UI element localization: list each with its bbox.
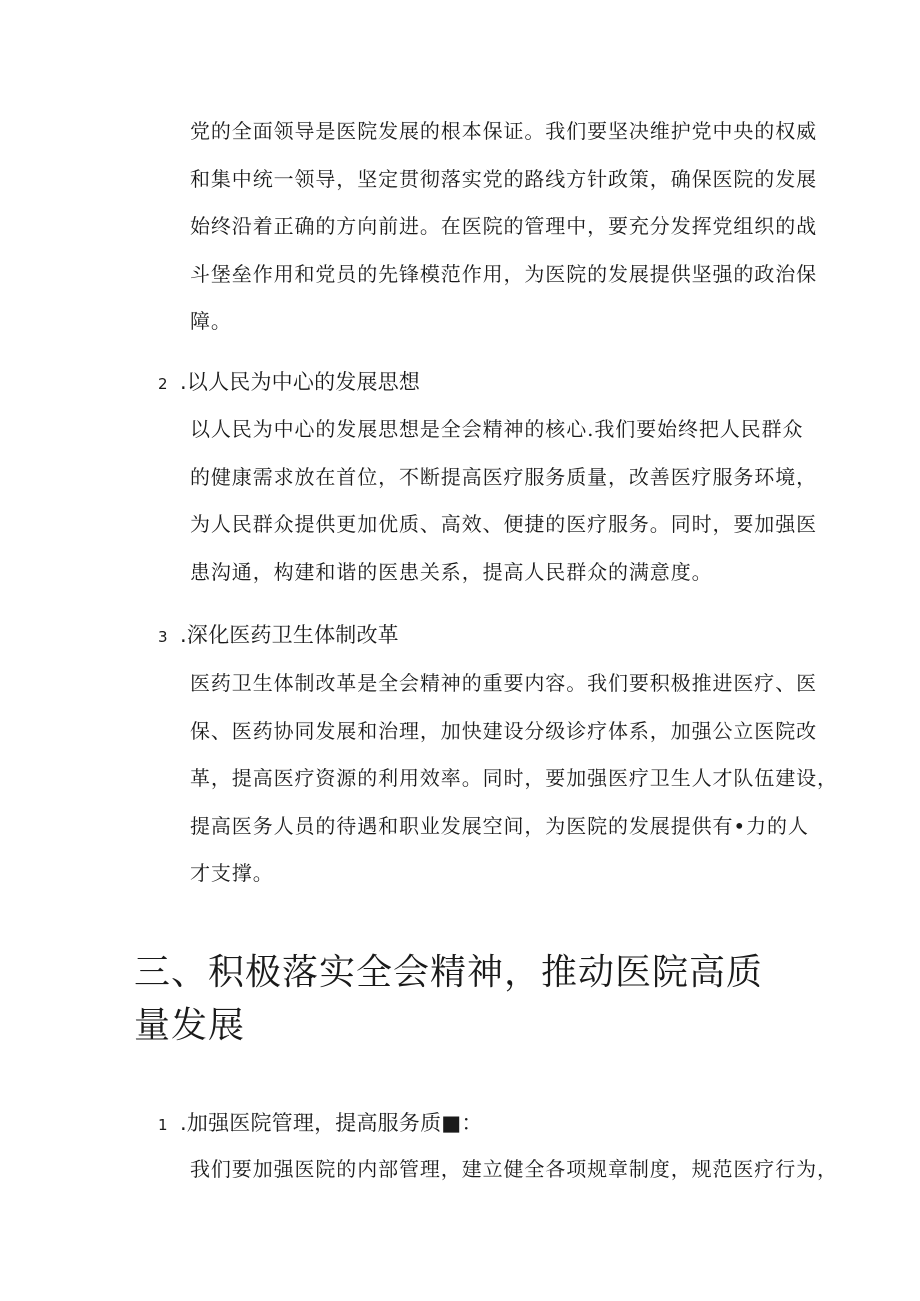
paragraph-medical-reform <box>190 660 838 898</box>
subheading-number: 2 <box>158 375 168 393</box>
paragraph-line: 保、医药协同发展和治理，加快建设分级诊疗体系，加强公立医院改 <box>190 718 817 743</box>
paragraph-line: 革，提高医疗资源的利用效率。同时，要加强医疗卫生人才队伍建设， <box>190 766 838 790</box>
paragraph-line: 障。 <box>190 309 232 333</box>
paragraph-line: 以人民为中心的发展思想是全会精神的核心.我们要始终把人民群众 <box>190 417 804 441</box>
paragraph-line: 的健康需求放在首位，不断提高医疗服务质量，改善医疗服务环境， <box>190 464 817 489</box>
paragraph-line: 才支撑。 <box>190 861 274 885</box>
paragraph-line: 为人民群众提供更加优质、高效、便捷的医疗服务。同时，要加强医 <box>190 512 817 536</box>
section-heading-line: 三、积极落实全会精神，推动医院高质 <box>134 952 764 993</box>
paragraph-line: 始终沿着正确的方向前进。在医院的管理中，要充分发挥党组织的战 <box>190 214 817 238</box>
paragraph-line: 我们要加强医院的内部管理，建立健全各项规章制度，规范医疗行为， <box>190 1157 838 1181</box>
subheading-title: .以人民为中心的发展思想 <box>180 370 421 394</box>
paragraph-party-leadership <box>190 108 817 346</box>
subheading-medical-reform <box>158 621 399 649</box>
paragraph-line: 和集中统一领导，坚定贯彻落实党的路线方针政策，确保医院的发展 <box>190 166 817 191</box>
subheading-people-centered <box>158 368 420 396</box>
paragraph-line: 党的全面领导是医院发展的根本保证。我们要坚决维护党中央的权威 <box>190 119 817 143</box>
paragraph-line: 患沟通，构建和谐的医患关系，提高人民群众的满意度。 <box>190 559 713 584</box>
paragraph-line: 提高医务人员的待遇和职业发展空间，为医院的发展提供有•力的人 <box>190 813 809 838</box>
subheading-hospital-management <box>158 1109 483 1137</box>
subheading-number: 3 <box>158 628 168 646</box>
paragraph-hospital-management <box>190 1146 838 1194</box>
paragraph-people-centered <box>190 406 817 596</box>
paragraph-line: 斗堡垒作用和党员的先锋模范作用，为医院的发展提供坚强的政治保 <box>190 261 817 286</box>
section-heading-line: 量发展 <box>134 1005 246 1046</box>
subheading-title: .深化医药卫生体制改革 <box>180 623 399 647</box>
subheading-number: 1 <box>158 1116 168 1134</box>
paragraph-line: 医药卫生体制改革是全会精神的重要内容。我们要积极推进医疗、医 <box>190 671 817 695</box>
subheading-title: .加强医院管理，提高服务质■： <box>180 1111 483 1135</box>
section-heading <box>134 946 784 1052</box>
